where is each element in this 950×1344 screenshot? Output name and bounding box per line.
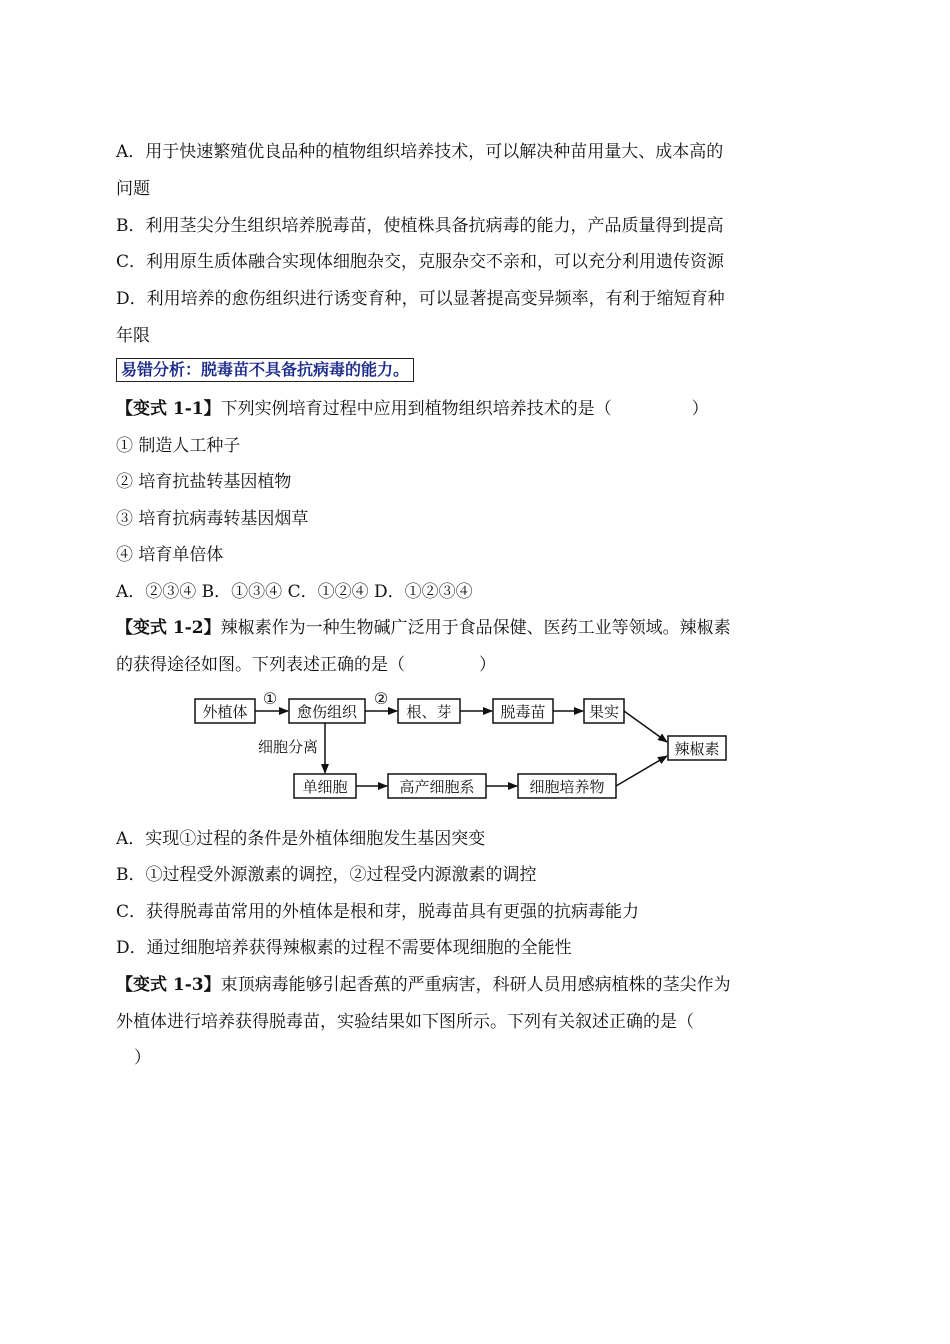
v13-tag: 【变式 1-3】 xyxy=(116,975,221,995)
v11-item-1: ① 制造人工种子 xyxy=(116,436,241,456)
v12-close: ） xyxy=(479,655,496,675)
label-step1: ① xyxy=(262,689,278,708)
v12-option-c: C．获得脱毒苗常用的外植体是根和芽，脱毒苗具有更强的抗病毒能力 xyxy=(116,902,640,922)
arrow-fruit-capsaicin xyxy=(624,711,667,742)
label-explant: 外植体 xyxy=(202,703,248,721)
q1-option-d-line1: D．利用培养的愈伤组织进行诱变育种，可以显著提高变异频率，有利于缩短育种 xyxy=(116,289,725,309)
label-single-cell: 单细胞 xyxy=(302,778,348,796)
v11-stem: 下列实例培育过程中应用到植物组织培养技术的是（ xyxy=(220,399,612,419)
q1-option-d-line2: 年限 xyxy=(116,326,150,346)
v11-item-4: ④ 培育单倍体 xyxy=(116,545,224,565)
label-culture-product: 细胞培养物 xyxy=(529,778,605,796)
v12-tag: 【变式 1-2】 xyxy=(116,618,221,638)
v11-options: A．②③④ B．①③④ C．①②④ D．①②③④ xyxy=(116,582,473,602)
v12-stem-1: 辣椒素作为一种生物碱广泛用于食品保健、医药工业等领域。辣椒素 xyxy=(220,618,731,638)
v12-option-b: B．①过程受外源激素的调控，②过程受内源激素的调控 xyxy=(116,865,537,885)
arrow-culture-capsaicin xyxy=(616,756,667,786)
v12-option-d: D．通过细胞培养获得辣椒素的过程不需要体现细胞的全能性 xyxy=(116,938,572,958)
v12-option-a: A．实现①过程的条件是外植体细胞发生基因突变 xyxy=(116,829,486,849)
label-root-bud: 根、芽 xyxy=(406,703,452,721)
q1-option-a-line2: 问题 xyxy=(116,179,150,199)
q1-option-c: C．利用原生质体融合实现体细胞杂交，克服杂交不亲和，可以充分利用遗传资源 xyxy=(116,252,725,272)
v11-close: ） xyxy=(691,399,709,419)
v11-item-3: ③ 培育抗病毒转基因烟草 xyxy=(116,509,309,529)
label-high-yield: 高产细胞系 xyxy=(399,778,475,796)
v11-item-2: ② 培育抗盐转基因植物 xyxy=(116,472,292,492)
v13-stem-line2: 外植体进行培养获得脱毒苗，实验结果如下图所示。下列有关叙述正确的是（ xyxy=(116,1012,694,1032)
v13-stem-1: 束顶病毒能够引起香蕉的严重病害，科研人员用感病植株的茎尖作为 xyxy=(220,975,731,995)
label-fruit: 果实 xyxy=(588,703,620,721)
v13-stem-line1 xyxy=(116,973,731,997)
label-capsaicin: 辣椒素 xyxy=(674,740,720,758)
label-virus-free: 脱毒苗 xyxy=(500,703,546,721)
v11-tag: 【变式 1-1】 xyxy=(116,399,221,419)
error-analysis-note: 易错分析：脱毒苗不具备抗病毒的能力。 xyxy=(116,358,414,382)
q1-option-a-line1: A．用于快速繁殖优良品种的植物组织培养技术，可以解决种苗用量大、成本高的 xyxy=(116,142,724,162)
v13-close: ） xyxy=(134,1048,151,1068)
label-cell-separation: 细胞分离 xyxy=(257,738,319,756)
label-step2: ② xyxy=(373,689,389,708)
label-callus: 愈伤组织 xyxy=(296,703,358,721)
q1-option-b: B．利用茎尖分生组织培养脱毒苗，使植株具备抗病毒的能力，产品质量得到提高 xyxy=(116,216,724,236)
v12-stem-2: 的获得途径如图。下列表述正确的是（ xyxy=(116,655,405,675)
